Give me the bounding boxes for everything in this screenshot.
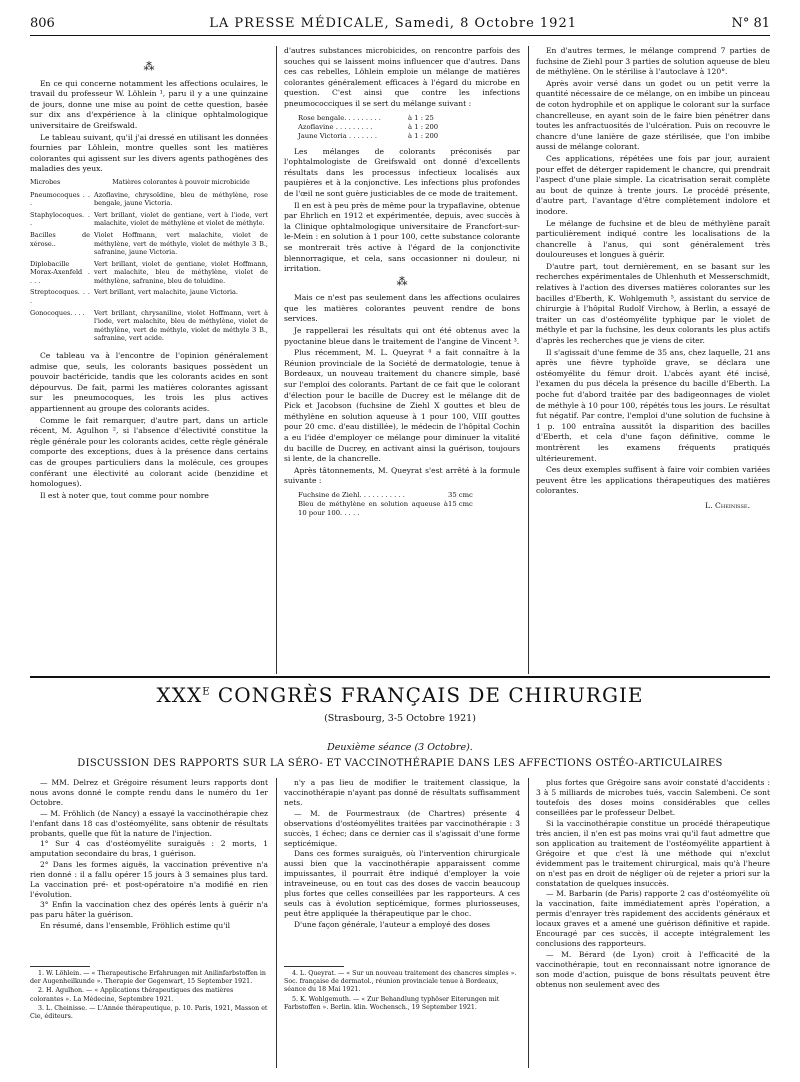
report-column-3: [536, 778, 770, 1068]
paragraph: Il en est à peu près de même pour la trypaflavine, obtenue par Ehrlich en 1912 et expérimentée, depuis, avec succès à la Clinique ophtalmologique universitaire de Francfort-sur-le-Mein : en solution à 1 pour 100, cette substance colorante se montrerait très active à l'égard de la conjonctivite blennorragique, et cela, sans occasionner ni douleur, ni irritation.: [284, 200, 520, 274]
report-column-1: [30, 778, 268, 960]
paragraph: En ce qui concerne notamment les affections oculaires, le travail du professeur W. Löhlein ¹, paru il y a une quinzaine de jours, donne une mise au point de cette question, basée sur dix ans d'expérience à la clinique ophtalmologique universitaire de Greifswald.: [30, 78, 268, 130]
congress-title: $XXX^E$ CONGRÈS FRANÇAIS DE CHIRURGIE: [156, 683, 644, 707]
discussion-heading: DISCUSSION DES RAPPORTS SUR LA SÉRO- ET VACCINOTHÉRAPIE DANS LES AFFECTIONS OSTÉO-ARTICULAIRES: [77, 758, 723, 769]
section-rule: [30, 676, 770, 678]
paragraph: Après tâtonnements, M. Queyrat s'est arrêté à la formule suivante :: [284, 465, 520, 486]
table-row: [30, 191, 268, 211]
report-column-2: [284, 778, 520, 960]
recipe-line: Jaune Victoria . . . . . . . à 1 : 200: [298, 131, 439, 140]
paragraph: plus fortes que Grégoire sans avoir constaté d'accidents : 3 à 5 milliards de microbes tués, vaccin Salembeni. Ce sont toutefois des doses moins considérables que celles conseillées par le professeur Delbet.: [536, 778, 770, 817]
paragraph: 2° Dans les formes aiguës, la vaccination préventive n'a rien donné : il a fallu opérer 15 jours à 3 semaines plus tard. La vaccination pré- et post-opératoire n'a modifié en rien l'évolution.: [30, 859, 268, 899]
footnote: 3. L. Cheinisse. — L'Année thérapeutique, p. 10. Paris, 1921, Masson et Cie, éditeurs.: [30, 1004, 268, 1021]
paragraph: Ces applications, répétées une fois par jour, auraient pour effet de déterger rapidement le chancre, qui prendrait l'aspect d'une plaie simple. La cicatrisation serait complète au bout de quinze à trente jours. Le procédé présente, d'autre part, l'avantage d'être complètement indolore et inodore.: [536, 153, 770, 216]
paragraph: — M. Fröhlich (de Nancy) a essayé la vaccinothérapie chez l'enfant dans 18 cas d'ostéomyélite, sans obtenir de résultats probants, quelle que fût la nature de l'injection.: [30, 808, 268, 838]
section-stars: ⁂: [143, 60, 155, 73]
article-column-1: [30, 60, 268, 676]
table-cell-colorants: Vert brillant, chrysaniline, violet Hoffmann, vert à l'iode, vert malachite, bleu de méthylène, violet de méthylène, vert de méthyle, violet de méthyle 3 B., safranine, vert acide.: [94, 308, 268, 343]
footnote-rule: [30, 966, 90, 967]
paragraph: Il est à noter que, tout comme pour nombre: [40, 490, 209, 500]
session-heading: Deuxième séance (3 Octobre).: [327, 742, 473, 753]
paragraph: D'autre part, tout dernièrement, en se basant sur les recherches expérimentales de Uhlenhuth et Messerschmidt, relatives à l'action des diverses matières colorantes sur les bacilles d'Eberth, K. Wohlgemuth ⁵, assistant du service de chirurgie à l'hôpital Rudolf Virchow, à Berlin, a essayé de traiter un cas d'ostéomyélite typhique par le violet de méthyle et par la fuchsine, les deux colorants les plus actifs d'après les recherches que je viens de citer.: [536, 261, 770, 346]
table-cell-microbe: Streptocoques. . . .: [30, 288, 90, 306]
recipe-line: Fuchsine de Ziehl. . . . . . . . . . . 35 cmc: [298, 490, 473, 499]
paragraph: Plus récemment, M. L. Queyrat ⁴ a fait connaître à la Réunion provinciale de la Société de dermatologie, tenue à Bordeaux, un nouveau traitement du chancre simple, basé sur l'emploi des colorants. Partant de ce fait que le colorant d'élection pour le bacille de Ducrey est le mélange dit de Pick et Jacobson (fuchsine de Ziehl X gouttes et bleu de méthylène en solution aqueuse à 1 pour 100, VIII gouttes pour 20 cmc. d'eau distillée), le médecin de l'hôpital Cochin a eu l'idée d'employer ce mélange pour diminuer la vitalité du bacille de Ducrey, en activant ainsi la guérison, toujours si lente, de la chancrelle.: [284, 348, 520, 464]
issue-number: N° 81: [731, 16, 770, 31]
paragraph: Ce tableau va à l'encontre de l'opinion généralement admise que, seuls, les colorants basiques possèdent un pouvoir bactéricide, tandis que les colorants acides en sont dépourvus. De fait, parmi les matières colorantes agissant sur les pneumocoques, les trois les plus actives appartiennent au groupe des colorants acides.: [30, 351, 268, 413]
recipe-line: Bleu de méthylène en solution aqueuse à 10 pour 100. . . . . 15 cmc: [298, 499, 473, 517]
paragraph: D'une façon générale, l'auteur a employé des doses: [294, 919, 491, 929]
paragraph: 3° Enfin la vaccination chez des opérés lents à guérir n'a pas paru hâter la guérison.: [30, 900, 268, 919]
section-stars: ⁂: [396, 274, 408, 288]
paragraph: Mais ce n'est pas seulement dans les affections oculaires que les matières colorantes peuvent rendre de bons services.: [284, 293, 520, 324]
table-row: [30, 231, 268, 260]
paragraph: Il s'agissait d'une femme de 35 ans, chez laquelle, 21 ans après une fièvre typhoïde grave, se déclara une ostéomyélite du fémur droit. L'abcès ayant été incisé, l'examen du pus décela la présence du bacille d'Eberth. La poche fut d'abord traitée par des badigeonnages de violet de méthyle à 10 pour 100, répétés tous les jours. Le résultat fut négatif. Par contre, l'emploi d'une solution de fuchsine à 1 p. 100 entraîna aussitôt la disparition des bacilles d'Eberth, et cela d'une façon définitive, comme le montrèrent les examens fréquents pratiqués ultérieurement.: [536, 347, 770, 463]
queyrat-formula: [298, 491, 520, 518]
table-row: [30, 309, 268, 346]
paragraph: Le tableau suivant, qu'il j'ai dressé en utilisant les données fournies par Löhlein, montre quelles sont les matières colorantes qui agissent sur les divers agents pathogènes des maladies des yeux.: [30, 132, 268, 174]
table-cell-microbe: Pneumocoques . . .: [30, 190, 90, 208]
table-cell-colorants: Vert brillant, violet de gentiane, vert à l'iode, vert malachite, violet de méthylène et violet de méthyle.: [94, 210, 268, 228]
table-cell-colorants: Vert brillant, vert malachite, jaune Victoria.: [94, 288, 238, 297]
table-row: [30, 260, 268, 289]
paragraph: En d'autres termes, le mélange comprend 7 parties de fuchsine de Ziehl pour 3 parties de solution aqueuse de bleu de méthylène. On le stérilise à l'autoclave à 120°.: [536, 46, 770, 77]
paragraph: Les mélanges de colorants préconisés par l'ophtalmologiste de Greifswald ont donné d'excellents résultats dans les processus infectieux localisés aux paupières et à la conjonctive. Les infections plus profondes de l'œil ne sont guère justiciables de ce mode de traitement.: [284, 146, 520, 198]
table-cell-microbe: Bacilles de xérose..: [30, 230, 90, 248]
table-cell-microbe: Gonocoques. . . .: [30, 308, 85, 317]
paragraph: n'y a pas lieu de modifier le traitement classique, la vaccinothérapie n'ayant pas donné de résultats suffisamment nets.: [284, 778, 520, 807]
footnotes-left: [30, 966, 268, 1070]
paragraph: Comme le fait remarquer, d'autre part, dans un article récent, M. Agulhon ², si l'absence d'électivité constitue la règle générale pour les colorants acides, cette règle générale comporte des exceptions, dues à la présence dans certains cas de groupes particuliers dans la molécule, ces groupes conférant une électivité au colorant acide (benzidine et homologues).: [30, 415, 268, 489]
author-signature: L. Cheinisse.: [705, 500, 750, 510]
column-divider: [276, 46, 277, 674]
table-cell-colorants: Violet Hoffmann, vert malachite, violet de méthylène, vert de méthyle, violet de méthyle 3 B., safranine, jaune Victoria.: [94, 230, 268, 257]
recipe-line: Rose bengale. . . . . . . . . à 1 : 25: [298, 113, 434, 122]
column-divider: [528, 778, 529, 1068]
colorants-table: [30, 178, 268, 346]
footnote: 2. H. Agulhon. — « Applications thérapeutiques des matières colorantes ». La Médecine, Septembre 1921.: [30, 987, 234, 1003]
paragraph: Dans ces formes suraiguës, où l'intervention chirurgicale aussi bien que la vaccinothérapie apparaissent comme impuissantes, il pourrait être indiqué d'employer la voie intraveineuse, ou en tout cas des doses de vaccin beaucoup plus fortes que celles conseillées par les rapporteurs. A ces seuls cas à évolution septicémique, formes pluriosseuses, peut être appliquée la thérapeutique par le choc.: [284, 849, 520, 918]
table-header-microbes: Microbes: [30, 177, 61, 186]
paragraph: En résumé, dans l'ensemble, Fröhlich estime qu'il: [40, 920, 231, 930]
table-cell-colorants: Azoflavine, chrysoïdine, bleu de méthylène, rose bengale, jaune Victoria.: [94, 190, 268, 208]
footnote: 1. W. Löhlein. — « Therapeutische Erfahrungen mit Anilinfarbstoffen in der Augenheilkunde ». Therapie der Gegenwart, 15 September 1921.: [30, 970, 266, 986]
page-number: 806: [30, 16, 55, 31]
table-cell-microbe: Diplobacille Morax-Axenfeld . . . .: [30, 259, 90, 285]
article-column-3: [536, 46, 770, 676]
paragraph: 1° Sur 4 cas d'ostéomyélite suraiguës : 2 morts, 1 amputation secondaire du bras, 1 guérison.: [30, 839, 268, 858]
table-cell-colorants: Vert brillant, violet de gentiane, violet Hoffmann, vert malachite, bleu de méthylène, violet de méthylène, safranine, bleu de toluidine.: [94, 259, 268, 285]
recipe-line: Azoflavine . . . . . . . . . à 1 : 200: [298, 122, 439, 131]
journal-title: LA PRESSE MÉDICALE, Samedi, 8 Octobre 1921: [209, 16, 577, 31]
article-column-2: [284, 46, 520, 676]
paragraph: — M. Barbarin (de Paris) rapporte 2 cas d'ostéomyélite où la vaccination, faite immédiatement après l'opération, a permis d'enrayer très rapidement des accidents généraux et locaux graves et a amené une guérison définitive et rapide. Encouragé par ces succès, il accepte intégralement les conclusions des rapporteurs.: [536, 889, 770, 948]
pneumococcus-mixture: [298, 114, 520, 141]
table-row: [30, 211, 268, 231]
page-header: [30, 16, 770, 36]
table-header-colorants: Matières colorantes à pouvoir microbicide: [112, 177, 250, 186]
footnote: 5. K. Wohlgemuth. — « Zur Behandlung typhöser Eiterungen mit Farbstoffen ». Berlin. klin. Wochensch., 19 September 1921.: [284, 995, 500, 1011]
paragraph: Après avoir versé dans un godet ou un petit verre la quantité nécessaire de ce mélange, on en imbibe un pinceau de coton hydrophile et on applique le colorant sur la surface chancrelleuse, en ayant soin de le faire bien pénétrer dans toutes les anfractuosités de l'ulcération. Puis on recouvre le chancre d'une lanière de gaze stérilisée, que l'on imbibe aussi de mélange colorant.: [536, 78, 770, 152]
paragraph: d'autres substances microbicides, on rencontre parfois des souches qui se laissent moins influencer que d'autres. Dans ces cas rebelles, Löhlein emploie un mélange de matières colorantes généralement efficaces à l'égard du microbe en question. C'est ainsi que contre les infections pneumococciques il se sert du mélange suivant :: [284, 46, 520, 108]
column-divider: [528, 46, 529, 674]
paragraph: Si la vaccinothérapie constitue un procédé thérapeutique très ancien, il n'en est pas moins vrai qu'il faut admettre que son application au traitement de l'ostéomyélite appartient à Grégoire et que c'est là une méthode qui n'exclut évidemment pas le traitement chirurgical, mais qu'à l'heure on n'est pas en droit de négliger où de rejeter a priori sur la constatation de quelques insuccès.: [536, 818, 770, 888]
table-cell-microbe: Staphylocoques. . .: [30, 210, 90, 228]
paragraph: Ces deux exemples suffisent à faire voir combien variées peuvent être les applications thérapeutiques des matières colorantes.: [536, 465, 770, 496]
paragraph: Je rappellerai les résultats qui ont été obtenus avec la pyoctanine bleue dans le traitement de l'angine de Vincent ³.: [284, 326, 520, 346]
footnote-rule: [284, 966, 344, 967]
paragraph: Le mélange de fuchsine et de bleu de méthylène paraît particulièrement indiqué contre les localisations de la chancrelle à l'anus, qui sont généralement très douloureuses et longues à guérir.: [536, 218, 770, 260]
paragraph: — M. Bérard (de Lyon) croit à l'efficacité de la vaccinothérapie, tout en reconnaissant notre ignorance de son mode d'action, puisque de bons résultats peuvent être obtenus non seulement avec des: [536, 949, 770, 989]
table-row: [30, 288, 268, 308]
congress-place: (Strasbourg, 3-5 Octobre 1921): [324, 713, 476, 724]
footnotes-middle: [284, 966, 520, 1070]
paragraph: — M. de Fourmestraux (de Chartres) présente 4 observations d'ostéomyélites traitées par vaccinothérapie : 3 succès, 1 échec; dans ce dernier cas il s'agissait d'une forme septicémique.: [284, 808, 520, 848]
paragraph: — MM. Delrez et Grégoire résument leurs rapports dont nous avons donné le compte rendu dans le numéro du 1er Octobre.: [30, 778, 268, 807]
column-divider: [276, 778, 277, 1068]
footnote: 4. L. Queyrat. — « Sur un nouveau traitement des chancres simples ». Soc. française de dermatol., réunion provinciale tenue à Bordeaux, séance du 18 Mai 1921.: [284, 970, 517, 994]
